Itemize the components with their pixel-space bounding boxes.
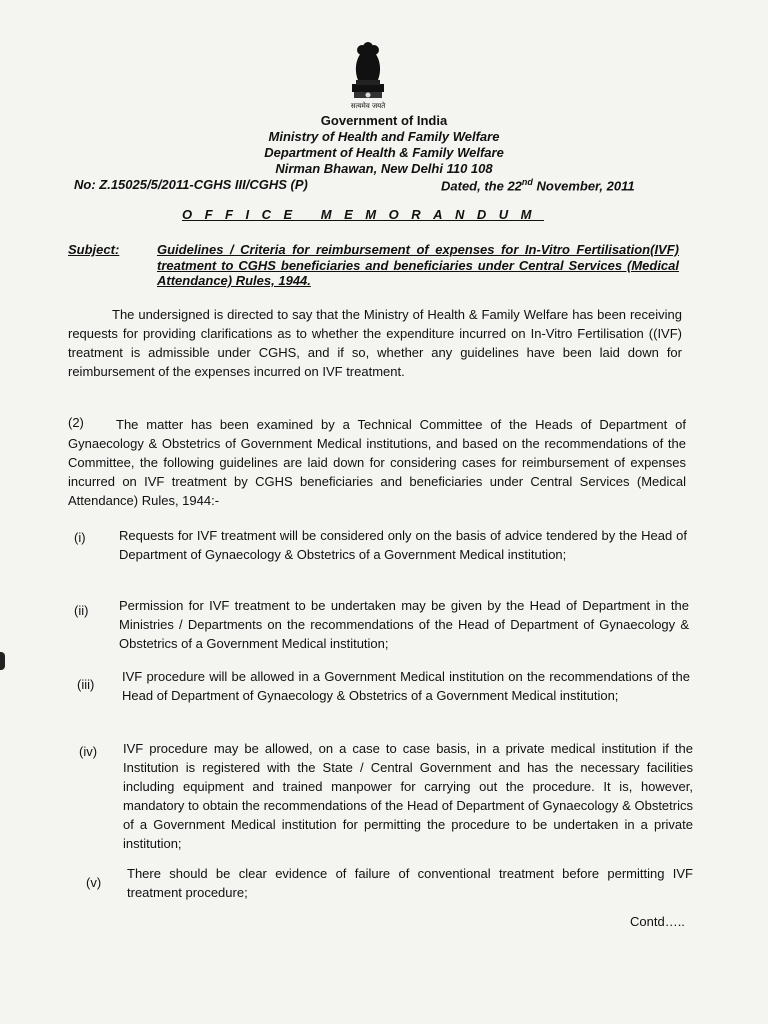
national-emblem-icon xyxy=(338,40,398,112)
memo-date: Dated, the 22nd November, 2011 xyxy=(441,177,635,194)
item-number: (v) xyxy=(86,875,102,890)
list-item: There should be clear evidence of failure of conventional treatment before permitting IVF treatment procedure; xyxy=(127,866,693,900)
department-heading: Department of Health & Family Welfare xyxy=(264,145,504,160)
paragraph-2: The matter has been examined by a Technical Committee of the Heads of Department of Gynaecology & Obstetrics of Government Medical institutions, and based on the recommendations of the Committee, the following guidelines are laid down for considering cases for reimbursement of expenses incurred on IVF treatment by CGHS beneficiaries and beneficiaries under Central Services (Medical Attendance) Rules, 1944:- xyxy=(68,417,686,508)
memo-title: OFFICE MEMORANDUM xyxy=(182,207,544,222)
address-heading: Nirman Bhawan, New Delhi 110 108 xyxy=(275,161,493,176)
paragraph-1: The undersigned is directed to say that the Ministry of Health & Family Welfare has been receiving requests for providing clarifications as to whether the expenditure incurred on In-Vitro Fertilisation ((IVF) treatment is admissible under CGHS, and if so, whether any guidelines have been laid down for reimbursement of the expenses incurred on IVF treatment. xyxy=(68,307,682,379)
paragraph-2-number: (2) xyxy=(68,415,84,430)
list-item: IVF procedure may be allowed, on a case to case basis, in a private medical institution if the Institution is registered with the State / Central Government and has the necessary facilities including equipment and trained manpower for carrying out the procedure. It is, however, mandatory to obtain the recommendations of the Head of Department of Gynaecology & Obstetrics of a Government Medical institution for permitting the procedure to be undertaken in a private institution; xyxy=(123,741,693,851)
list-item: IVF procedure will be allowed in a Government Medical institution on the recommendations of the Head of Department of Gynaecology & Obstetrics of a Government Medical institution; xyxy=(122,669,690,703)
list-item: Requests for IVF treatment will be considered only on the basis of advice tendered by the Head of Department of Gynaecology & Obstetrics of a Government Medical institution; xyxy=(119,528,687,562)
item-number: (iv) xyxy=(79,744,98,759)
item-number: (ii) xyxy=(74,603,89,618)
page-edge-mark xyxy=(0,652,5,670)
ministry-heading: Ministry of Health and Family Welfare xyxy=(268,129,500,144)
government-heading: Government of India xyxy=(320,113,448,128)
continued-marker: Contd….. xyxy=(630,914,685,929)
list-item: Permission for IVF treatment to be undertaken may be given by the Head of Department in the Ministries / Departments on the recommendations of the Head of Department of Gynaecology & Obstetrics of a Government Medical institution; xyxy=(119,598,689,651)
emblem-motto: सत्यमेव जयते xyxy=(350,102,386,110)
subject-text: Guidelines / Criteria for reimbursement of expenses for In-Vitro Fertilisation(IVF) treatment to CGHS beneficiaries and beneficiaries under Central Services (Medical Attendance) Rules, 1944. xyxy=(157,242,679,288)
item-number: (i) xyxy=(74,530,86,545)
reference-number: No: Z.15025/5/2011-CGHS III/CGHS (P) xyxy=(74,177,308,192)
item-number: (iii) xyxy=(77,677,95,692)
subject-label: Subject: xyxy=(68,242,120,257)
